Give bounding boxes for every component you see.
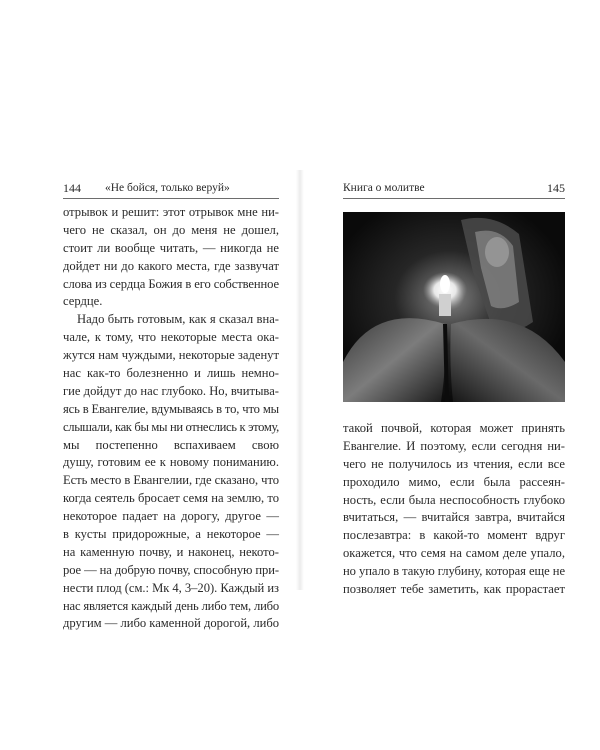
right-page [300, 0, 600, 750]
text-line: ясь в Евангелие, вдумываясь в то, что мы [63, 401, 279, 416]
text-line: чего не получилось из чтения, если все [343, 456, 565, 471]
text-line: сердце. [63, 294, 103, 309]
running-head: «Не бойся, только веруй» [105, 182, 230, 194]
text-line: чего не сказал, он до меня не дошел, [63, 222, 279, 237]
running-head: Книга о молитве [343, 182, 425, 194]
text-line: слова из сердца Божия в его собственное [63, 276, 279, 291]
text-line: на каменную почву, и наконец, некото- [63, 544, 279, 559]
text-line: послезавтра: в какой-то момент вдруг [343, 528, 565, 543]
left-page-header [63, 180, 279, 196]
body-text [63, 204, 279, 633]
text-line: вчитаться, — вчитайся завтра, вчитайся [343, 510, 565, 525]
text-line: нас как-то болезненно и лишь немно- [63, 366, 279, 381]
text-line: позволяет тебе заметить, как прорастает [343, 582, 565, 597]
text-line: Есть место в Евангелии, где сказано, что [63, 473, 279, 488]
text-line: когда сеятель бросает семя на землю, то [63, 491, 279, 506]
text-line: отрывок и решит: этот отрывок мне ни- [63, 205, 279, 219]
text-line: проходило мимо, если была рассеян- [343, 474, 565, 489]
text-line: слышали, как бы мы ни отнеслись к этому, [63, 419, 279, 434]
text-line: чале, к тому, что некоторые места ока- [63, 330, 279, 345]
text-line: Евангелие. И поэтому, если сегодня ни- [343, 438, 565, 453]
text-line: гие дойдут до нас глубоко. Но, вчитыва- [63, 383, 279, 398]
page-number: 144 [63, 180, 81, 195]
text-line: в кусты придорожные, а некоторое — [63, 527, 279, 542]
text-line: нас является каждый день либо тем, либо [63, 598, 279, 613]
text-line: такой почвой, которая может принять [343, 421, 565, 435]
header-rule [343, 198, 565, 199]
text-line: Надо быть готовым, как я сказал вна- [77, 312, 279, 327]
body-text [343, 420, 565, 599]
text-line: некоторое падает на дорогу, другое — [63, 509, 279, 524]
header-rule [63, 198, 279, 199]
text-line: жутся нам чуждыми, некоторые заденут [63, 348, 279, 363]
candlelit-book-photo [343, 212, 565, 402]
text-line: душу, готовим ее к новому пониманию. [63, 455, 279, 470]
page-number: 145 [547, 180, 565, 195]
text-line: мы постепенно вспахиваем свою [63, 437, 279, 452]
text-line: ность, если была неспособность глубоко [343, 492, 565, 507]
text-line: нести плод (см.: Мк 4, 3–20). Каждый из [63, 580, 279, 595]
right-page-header [343, 180, 565, 196]
photo-illustration [343, 212, 565, 402]
text-line: дойдет ни до какого места, где зазвучат [63, 258, 279, 273]
text-line: но упало в такую глубину, которая еще не [343, 564, 565, 579]
text-line: стоит ли вообще читать, — никогда не [63, 240, 279, 255]
text-line: окажется, что семя на самом деле упало, [343, 546, 565, 561]
text-line: рое — на добрую почву, способную при- [63, 562, 279, 577]
text-line: другим — либо каменной дорогой, либо [63, 616, 279, 631]
